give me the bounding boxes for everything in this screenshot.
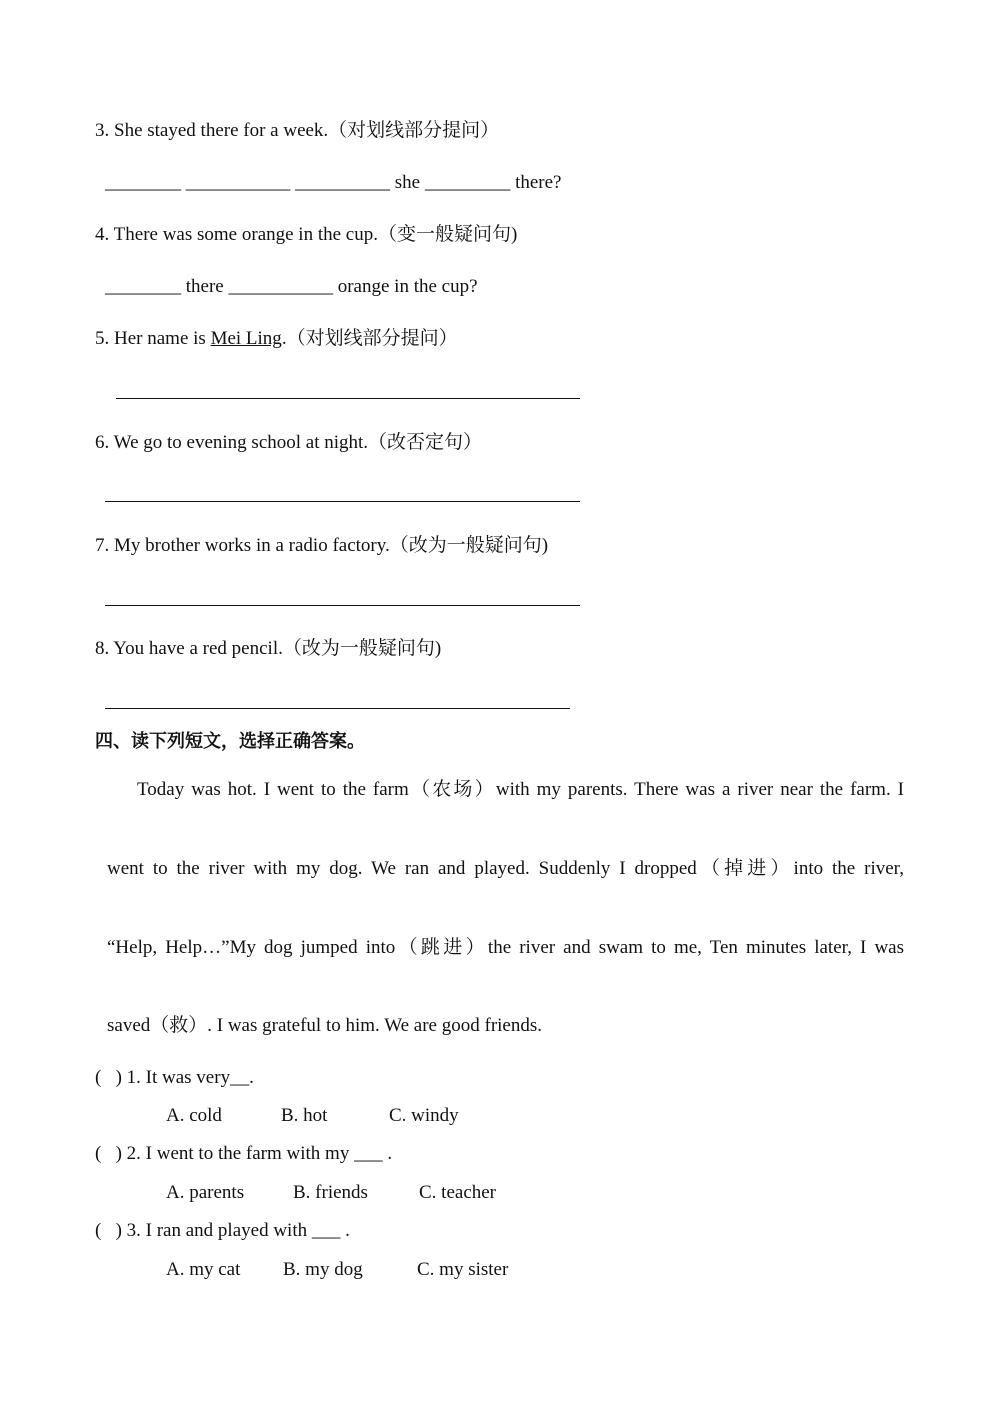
passage-line-1: Today was hot. I went to the farm（农场）with my parents. There was a river near the farm. I — [137, 779, 904, 800]
mc-3-option-a[interactable]: A. my cat — [166, 1259, 241, 1280]
question-4-answer-blanks[interactable]: ________ there ___________ orange in the cup? — [105, 276, 478, 297]
question-3-answer-blanks[interactable]: ________ ___________ __________ she _________ there? — [105, 172, 562, 193]
question-5-answer-line[interactable] — [116, 398, 580, 399]
question-6-answer-line[interactable] — [105, 501, 580, 502]
mc-2-option-c[interactable]: C. teacher — [419, 1182, 497, 1203]
question-7-answer-line[interactable] — [105, 605, 580, 606]
question-7-text: 7. My brother works in a radio factory.（改为一般疑问句) — [95, 535, 549, 556]
mc-2-option-a[interactable]: A. parents — [166, 1182, 245, 1203]
mc-1-option-a[interactable]: A. cold — [166, 1105, 222, 1126]
question-8-answer-line[interactable] — [105, 708, 570, 709]
question-5-prefix: 5. Her name is — [95, 328, 211, 349]
question-3-text: 3. She stayed there for a week.（对划线部分提问） — [95, 120, 500, 141]
mc-3-stem[interactable]: ( ) 3. I ran and played with ___ . — [95, 1220, 350, 1241]
mc-2-option-b[interactable]: B. friends — [293, 1182, 368, 1203]
question-6-text: 6. We go to evening school at night.（改否定句） — [95, 432, 483, 453]
mc-1-option-c[interactable]: C. windy — [389, 1105, 459, 1126]
question-5-text — [95, 326, 458, 352]
mc-2-stem[interactable]: ( ) 2. I went to the farm with my ___ . — [95, 1143, 393, 1164]
mc-1-option-b[interactable]: B. hot — [281, 1105, 328, 1126]
passage-line-3: “Help, Help…”My dog jumped into（跳进）the river and swam to me, Ten minutes later, I was — [107, 937, 904, 958]
mc-3-option-c[interactable]: C. my sister — [417, 1259, 509, 1280]
section-4-heading: 四、读下列短文，选择正确答案。 — [95, 731, 365, 752]
mc-3-option-b[interactable]: B. my dog — [283, 1259, 363, 1280]
mc-1-stem[interactable]: ( ) 1. It was very__. — [95, 1067, 254, 1088]
passage-line-4: saved（救）. I was grateful to him. We are good friends. — [107, 1015, 543, 1036]
question-5-underlined-name: Mei Ling — [210, 328, 282, 349]
passage-line-2: went to the river with my dog. We ran and played. Suddenly I dropped（掉进）into the river, — [107, 858, 904, 879]
question-4-text: 4. There was some orange in the cup.（变一般疑问句) — [95, 224, 518, 245]
question-5-suffix: .（对划线部分提问） — [281, 328, 458, 349]
question-8-text: 8. You have a red pencil.（改为一般疑问句) — [95, 638, 442, 659]
